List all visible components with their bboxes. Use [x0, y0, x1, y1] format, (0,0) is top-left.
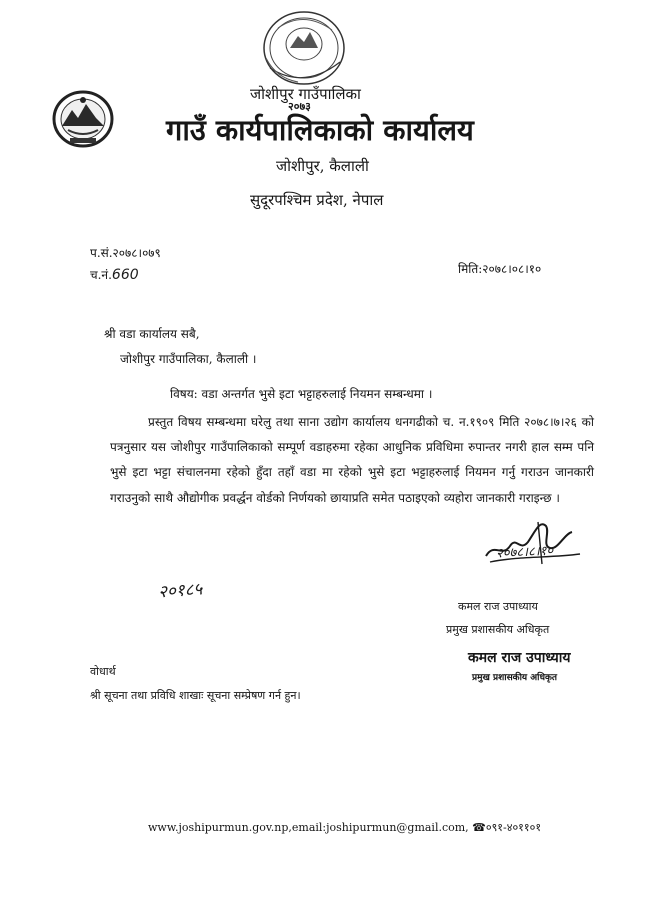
- dispatch-number-line: [90, 266, 139, 283]
- dispatch-label: च.नं.: [90, 268, 112, 282]
- letter-body: प्रस्तुत विषय सम्बन्धमा घरेलु तथा साना उद्योग कार्यालय धनगढीको च. न.१९०९ मिति २०७८।७।२६ को पत्रनुसार यस जोशीपुर गाउँपालिकाको सम्पूर्ण वडाहरुमा रहेका आधुनिक प्रविधिमा रुपान्तर नगरी हाल सम्म पनि भुसे इटा भट्टा संचालनमा रहेको हुँदा तहाँ वडा मा रहेको भुसे इटा भट्टाहरुलाई नियमन गर्नु गराउन जानकारी गराउनुको साथै औद्योगीक प्रवर्द्धन वोर्डको निर्णयको छायाप्रति समेत पठाइएको व्यहोरा जानकारी गराइन्छ ।: [110, 415, 594, 505]
- recipient-line-2: जोशीपुर गाउँपालिका, कैलाली ।: [120, 352, 257, 366]
- office-name: जोशीपुर गाउँपालिका: [250, 85, 361, 103]
- letter-subject: विषय: वडा अन्तर्गत भुसे इटा भट्टाहरुलाई नियमन सम्बन्धमा ।: [170, 387, 433, 401]
- signer-title: प्रमुख प्रशासकीय अधिकृत: [446, 623, 550, 636]
- office-place: जोशीपुर, कैलाली: [276, 157, 369, 175]
- signature-date: २०७८।८।१०: [495, 543, 554, 562]
- cc-label: वोधार्थ: [90, 665, 116, 678]
- stamp-title: प्रमुख प्रशासकीय अधिकृत: [472, 673, 558, 683]
- footer-contact: www.joshipurmun.gov.np,email:joshipurmun@gmail.com, ☎०९१-४०११०१: [148, 821, 542, 834]
- page-title: गाउँ कार्यपालिकाको कार्यालय: [166, 113, 474, 147]
- signer-name: कमल राज उपाध्याय: [458, 600, 538, 613]
- handwritten-note: २०१८५: [157, 579, 203, 603]
- cc-line: श्री सूचना तथा प्रविधि शाखाः सूचना सम्प्रेषण गर्न हुन।: [90, 689, 301, 702]
- reference-number: प.सं.२०७८।०७९: [90, 246, 161, 260]
- letter-date: मिति:२०७८।०८।१०: [458, 262, 542, 276]
- recipient-line-1: श्री वडा कार्यालय सबै,: [104, 327, 200, 341]
- dispatch-number: 660: [111, 267, 139, 283]
- office-province: सुदूरपश्चिम प्रदेश, नेपाल: [250, 191, 384, 209]
- office-year: २०७३: [288, 100, 311, 113]
- nepal-emblem-icon: [50, 88, 116, 150]
- stamp-name: कमल राज उपाध्याय: [468, 650, 571, 666]
